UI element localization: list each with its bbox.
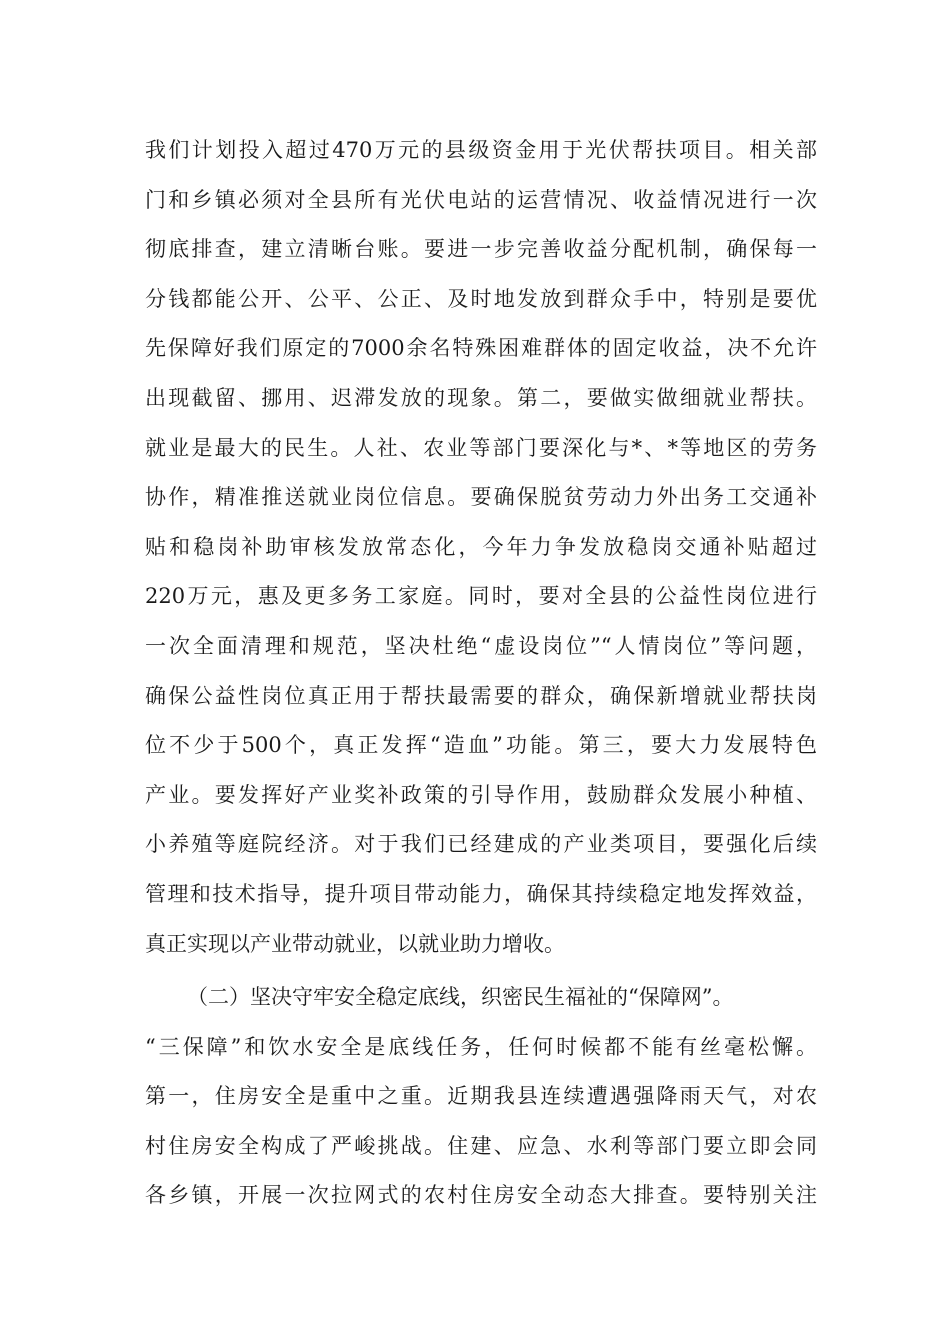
- paragraph: [145, 973, 817, 1221]
- text-line: 彻底排查，建立清晰台账。要进一步完善收益分配机制，确保每一: [145, 237, 817, 262]
- text-line: 位不少于500个，真正发挥“造血”功能。第三，要大力发展特色: [145, 733, 817, 758]
- text-line: 协作，精准推送就业岗位信息。要确保脱贫劳动力外出务工交通补: [145, 485, 817, 510]
- text-line: 真正实现以产业带动就业，以就业助力增收。: [145, 931, 565, 956]
- text-line: 220万元，惠及更多务工家庭。同时，要对全县的公益性岗位进行: [145, 584, 817, 609]
- document-body: [145, 126, 817, 1221]
- text-line: 管理和技术指导，提升项目带动能力，确保其持续稳定地发挥效益，: [145, 881, 817, 906]
- paragraph: [145, 126, 817, 969]
- text-line: 分钱都能公开、公平、公正、及时地发放到群众手中，特别是要优: [145, 286, 817, 311]
- text-line: 第一，住房安全是重中之重。近期我县连续遭遇强降雨天气，对农: [145, 1084, 817, 1109]
- text-line: 贴和稳岗补助审核发放常态化，今年力争发放稳岗交通补贴超过: [145, 534, 817, 559]
- section-heading-line: （二）坚决守牢安全稳定底线，织密民生福祉的“保障网”。: [187, 985, 734, 1010]
- text-line: “三保障”和饮水安全是底线任务，任何时候都不能有丝毫松懈。: [145, 1034, 817, 1059]
- text-line: 确保公益性岗位真正用于帮扶最需要的群众，确保新增就业帮扶岗: [145, 683, 817, 708]
- text-line: 产业。要发挥好产业奖补政策的引导作用，鼓励群众发展小种植、: [145, 782, 817, 807]
- text-line: 各乡镇，开展一次拉网式的农村住房安全动态大排查。要特别关注: [145, 1183, 817, 1208]
- text-line: 村住房安全构成了严峻挑战。住建、应急、水利等部门要立即会同: [145, 1133, 817, 1158]
- text-line: 门和乡镇必须对全县所有光伏电站的运营情况、收益情况进行一次: [145, 187, 817, 212]
- text-line: 就业是最大的民生。人社、农业等部门要深化与*、*等地区的劳务: [145, 435, 817, 460]
- text-line: 先保障好我们原定的7000余名特殊困难群体的固定收益，决不允许: [145, 336, 817, 361]
- text-line: 小养殖等庭院经济。对于我们已经建成的产业类项目，要强化后续: [145, 832, 817, 857]
- text-line: 一次全面清理和规范，坚决杜绝“虚设岗位”“人情岗位”等问题，: [145, 633, 817, 658]
- text-line: 我们计划投入超过470万元的县级资金用于光伏帮扶项目。相关部: [145, 138, 817, 162]
- text-line: 出现截留、挪用、迟滞发放的现象。第二，要做实做细就业帮扶。: [145, 385, 817, 410]
